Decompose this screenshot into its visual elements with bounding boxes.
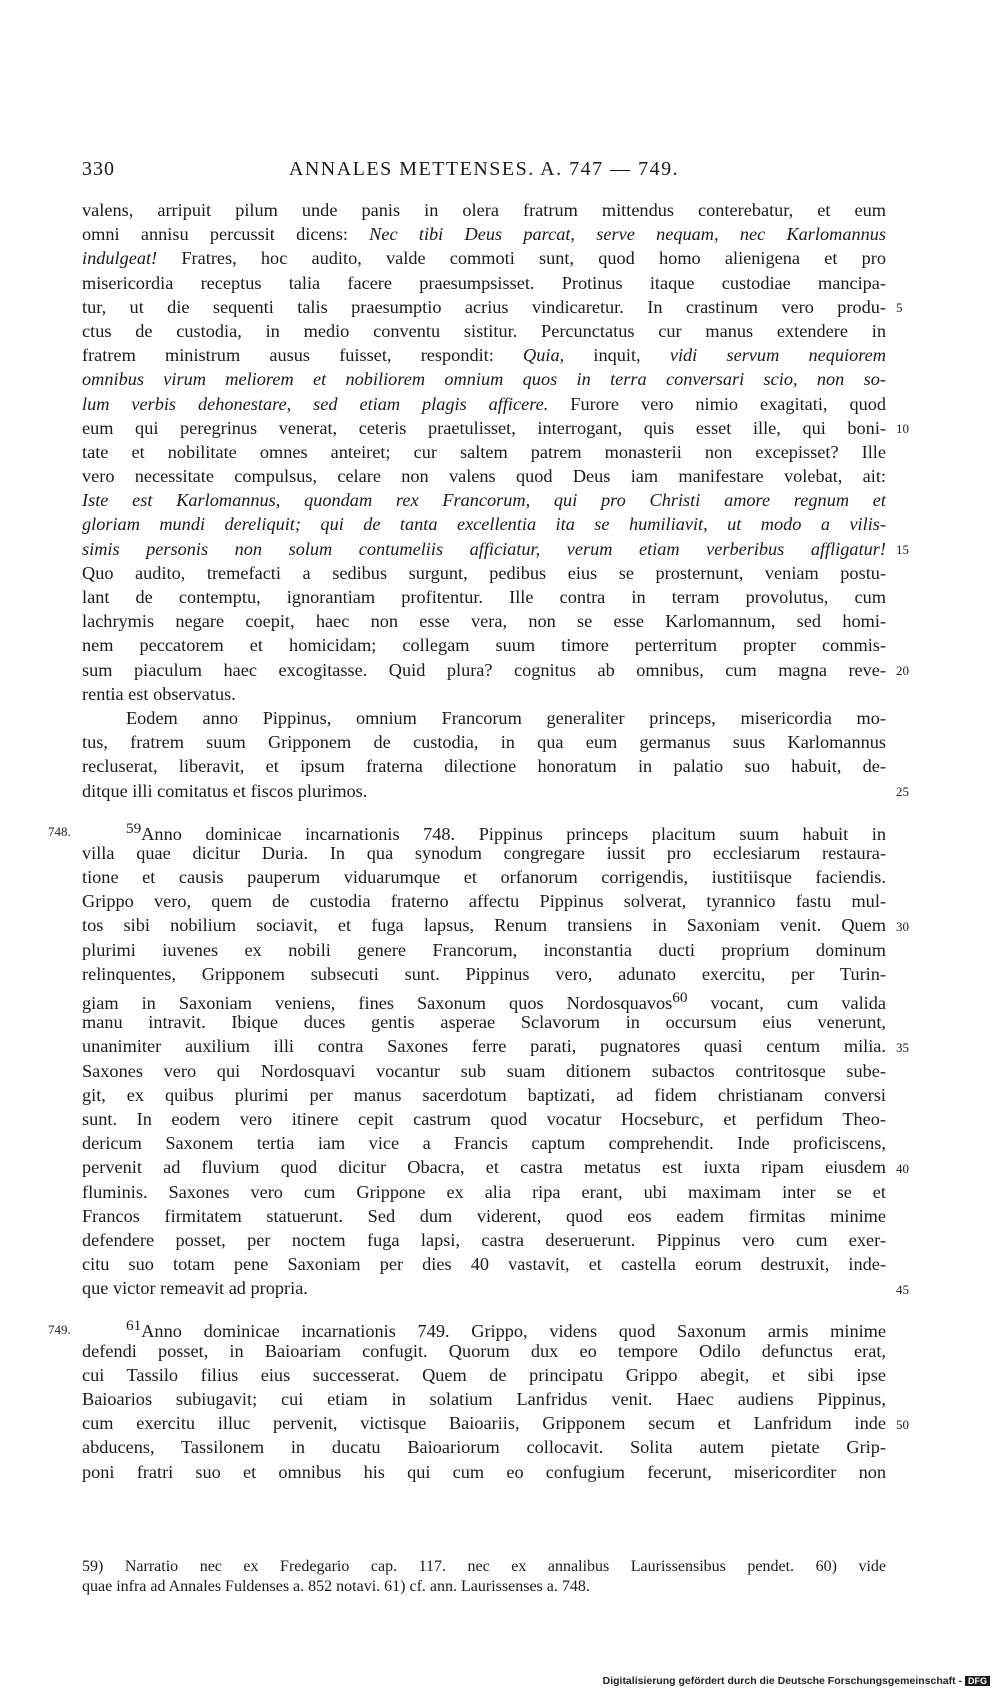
paragraph: [82, 1314, 886, 1483]
text-line: relinquentes, Gripponem subsecuti sunt. Pippinus vero, adunato exercitu, per Turin-: [82, 963, 886, 984]
credit-text: Digitalisierung gefördert durch die Deutsche Forschungsgemeinschaft -: [602, 1675, 962, 1687]
text-line: tus, fratrem suum Gripponem de custodia, in qua eum germanus suus Karlomannus: [82, 732, 886, 753]
text-line: cum exercitu illuc pervenit, victisque Baioariis, Gripponem secum et Lanfridum inde: [82, 1413, 886, 1434]
margin-line-number: 5: [896, 299, 903, 315]
text-line: manu intravit. Ibique duces gentis asperae Sclavorum in occursum eius venerunt,: [82, 1012, 886, 1033]
text-line: indulgeat! Fratres, hoc audito, valde commoti sunt, quod homo alienigena et pro: [82, 248, 886, 269]
text-line: lum verbis dehonestare, sed etiam plagis afficere. Furore vero nimio exagitati, quod: [82, 393, 887, 414]
text-line: eum qui peregrinus venerat, ceteris praetulisset, interrogant, quis esset ille, qui boni-: [82, 417, 886, 438]
text-line: lachrymis negare coepit, haec non esse vera, non se esse Karlomannum, sed homi-: [82, 611, 886, 632]
text-line: gloriam mundi dereliquit; qui de tanta excellentia ita se humiliavit, ut modo a vilis-: [82, 514, 886, 535]
footnotes: [82, 1557, 886, 1597]
text-line: cui Tassilo filius eius successerat. Quem de principatu Grippo abegit, et sibi ipse: [82, 1364, 886, 1385]
footnote-line: 59) Narratio nec ex Fredegario cap. 117. nec ex annalibus Laurissensibus pendet. 60) vide: [82, 1558, 886, 1575]
text-line: defendere posset, per noctem fuga lapsi, castra deseruerunt. Pippinus vero cum exer-: [82, 1229, 886, 1250]
text-line: valens, arripuit pilum unde panis in olera fratrum mittendus conterebatur, et eum: [82, 200, 886, 220]
paragraph: [82, 198, 886, 706]
section-gap: [82, 1300, 886, 1314]
text-line: poni fratri suo et omnibus his qui cum eo confugium fecerunt, misericorditer non: [82, 1461, 886, 1482]
text-line: Iste est Karlomannus, quondam rex Francorum, qui pro Christi amore regnum et: [82, 490, 886, 511]
text-line: sunt. In eodem vero itinere cepit castrum quod vocatur Hocseburc, et perfidum Theo-: [82, 1108, 886, 1129]
text-line: $^{61}$Anno dominicae incarnationis 749. Grippo, videns quod Saxonum armis minime: [126, 1317, 886, 1342]
text-line: omni annisu percussit dicens: Nec tibi Deus parcat, serve nequam, nec Karlomannus: [82, 224, 887, 245]
text-line: ctus de custodia, in medio conventu sistitur. Percunctatus cur manus extendere in: [82, 320, 886, 341]
text-line: plurimi iuvenes ex nobili genere Francorum, inconstantia ducti proprium dominum: [82, 939, 886, 960]
text-line: simis personis non solum contumeliis afficiatur, verum etiam verberibus affligatur!: [82, 538, 886, 559]
margin-line-number: 15: [896, 541, 909, 557]
margin-line-number: 30: [896, 918, 909, 934]
text-line: $^{59}$Anno dominicae incarnationis 748. Pippinus princeps placitum suum habuit in: [126, 819, 886, 844]
body-text: [82, 198, 886, 1484]
text-line: nem peccatorem et homicidam; collegam suum timore perterritum propter commis-: [82, 635, 886, 656]
running-title: ANNALES METTENSES. A. 747 — 749.: [288, 158, 680, 180]
text-line: que victor remeavit ad propria.: [82, 1278, 308, 1299]
text-line: recluserat, liberavit, et ipsum fraterna dilectione honoratum in palatio suo habuit, de-: [82, 756, 886, 777]
text-line: unanimiter auxilium illi contra Saxones ferre parati, pugnatores quasi centum milia.: [82, 1036, 886, 1057]
text-line: Francos firmitatem statuerunt. Sed dum viderent, quod eos eadem firmitas minime: [82, 1205, 886, 1226]
text-line: Saxones vero qui Nordosquavi vocantur sub suam ditionem subactos contritosque sube-: [82, 1060, 886, 1081]
text-line: git, ex quibus plurimi per manus sacerdotum baptizati, ad fidem christianam conversi: [82, 1084, 886, 1105]
text-line: omnibus virum meliorem et nobiliorem omnium quos in terra conversari scio, non so-: [82, 369, 886, 390]
text-line: sum piaculum haec excogitasse. Quid plura? cognitus ab omnibus, cum magna reve-: [82, 659, 886, 680]
text-line: citu suo totam pene Saxoniam per dies 40 vastavit, et castella eorum destruxit, inde-: [82, 1254, 886, 1275]
text-line: villa quae dicitur Duria. In qua synodum congregare iussit pro ecclesiarum restaura-: [82, 842, 886, 863]
margin-year: 749.: [48, 1322, 71, 1337]
text-line: tur, ut die sequenti talis praesumptio acrius vindicaretur. In crastinum vero produ-: [82, 296, 886, 317]
footnote-line: quae infra ad Annales Fuldenses a. 852 notavi. 61) cf. ann. Laurissenses a. 748.: [82, 1578, 590, 1595]
text-line: tate et nobilitate omnes anteiret; cur saltem patrem monasterii non excepisset? Ille: [82, 441, 886, 462]
text-line: Baioarios subiugavit; cui etiam in solatium Lanfridus venit. Haec audiens Pippinus,: [82, 1389, 886, 1409]
text-line: giam in Saxoniam veniens, fines Saxonum quos Nordosquavos$^{60}$ vocant, cum valida: [82, 989, 886, 1014]
page-header: [82, 150, 886, 190]
text-line: Quo audito, tremefacti a sedibus surgunt, pedibus eius se prosternunt, veniam postu-: [82, 562, 886, 583]
margin-line-number: 10: [896, 420, 909, 436]
text-line: vero necessitate compulsus, celare non valens quod Deus iam manifestare volebat, ait:: [82, 466, 886, 487]
text-line: lant de contemptu, ignorantiam profitentur. Ille contra in terram provolutus, cum: [82, 587, 886, 607]
text-line: fluminis. Saxones vero cum Grippone ex alia ripa erant, ubi maximam inter se et: [82, 1181, 886, 1202]
text-line: misericordia receptus talia facere praesumpsisset. Protinus itaque custodiae mancipa-: [82, 272, 886, 293]
text-line: Grippo vero, quem de custodia fraterno affectu Pippinus solverat, tyrannico fastu mul-: [82, 891, 886, 912]
margin-line-number: 20: [896, 662, 909, 678]
text-line: tione et causis pauperum viduarumque et orfanorum corrigendis, iustitiisque faciendis.: [82, 867, 886, 888]
margin-line-number: 40: [896, 1160, 909, 1176]
section-gap: [82, 803, 886, 817]
digitization-credit: [603, 1675, 990, 1687]
margin-year: 748.: [48, 824, 71, 839]
paragraph: [82, 706, 886, 803]
text-line: tos sibi nobilium sociavit, et fuga lapsus, Renum transiens in Saxoniam venit. Quem: [82, 915, 886, 936]
margin-line-number: 50: [896, 1416, 909, 1432]
dfg-logo: DFG: [965, 1676, 990, 1686]
text-line: defendi posset, in Baioariam confugit. Quorum dux eo tempore Odilo defunctus erat,: [82, 1340, 886, 1361]
margin-line-number: 25: [896, 783, 909, 799]
margin-line-number: 35: [896, 1039, 909, 1055]
text-line: ditque illi comitatus et fiscos plurimos.: [82, 780, 368, 801]
text-line: abducens, Tassilonem in ducatu Baioariorum collocavit. Solita autem pietate Grip-: [82, 1437, 886, 1458]
paragraph: [82, 817, 886, 1301]
text-line: rentia est observatus.: [82, 683, 236, 704]
page-number: 330: [82, 158, 115, 180]
text-line: fratrem ministrum ausus fuisset, respondit: Quia, inquit, vidi servum nequiorem: [82, 345, 886, 366]
text-line: pervenit ad fluvium quod dicitur Obacra, et castra metatus est iuxta ripam eiusdem: [82, 1157, 886, 1178]
text-line: dericum Saxonem tertia iam vice a Francis captum comprehendit. Inde proficiscens,: [82, 1133, 886, 1154]
text-line: Eodem anno Pippinus, omnium Francorum generaliter princeps, misericordia mo-: [126, 707, 886, 728]
margin-line-number: 45: [896, 1281, 909, 1297]
